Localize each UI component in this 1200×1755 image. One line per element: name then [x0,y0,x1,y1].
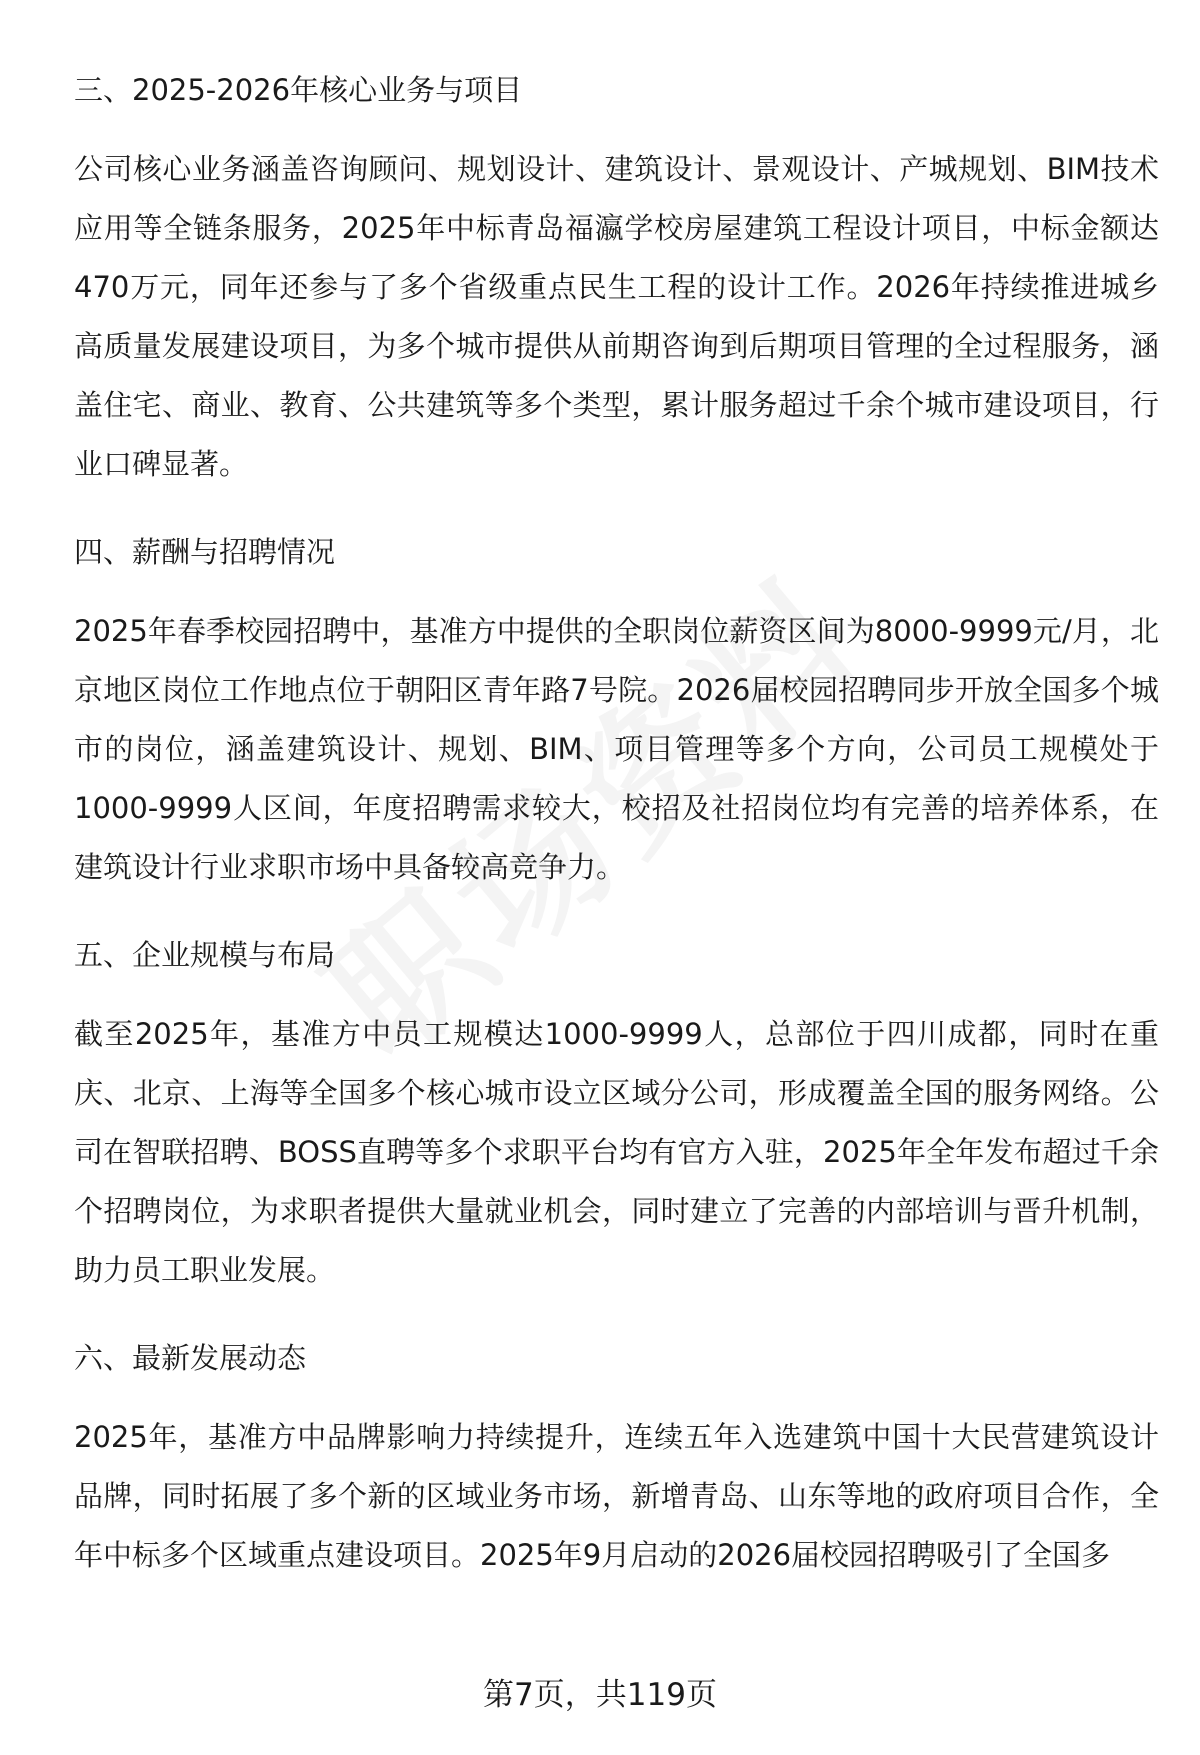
section-paragraph-6: 2025年，基准方中品牌影响力持续提升，连续五年入选建筑中国十大民营建筑设计品牌，同时拓展了多个新的区域业务市场，新增青岛、山东等地的政府项目合作，全年中标多个区域重点建设项目。2025年9月启动的2026届校园招聘吸引了全国多 [74,1420,1159,1572]
section-heading-3: 三、2025-2026年核心业务与项目 [74,73,523,107]
page-number: 第7页，共119页 [483,1677,717,1713]
section-paragraph-5: 截至2025年，基准方中员工规模达1000-9999人，总部位于四川成都，同时在重庆、北京、上海等全国多个核心城市设立区域分公司，形成覆盖全国的服务网络。公司在智联招聘、BOSS直聘等多个求职平台均有官方入驻，2025年全年发布超过千余个招聘岗位，为求职者提供大量就业机会，同时建立了完善的内部培训与晋升机制，助力员工职业发展。 [74,1017,1159,1287]
section-paragraph-4: 2025年春季校园招聘中，基准方中提供的全职岗位薪资区间为8000-9999元/月，北京地区岗位工作地点位于朝阳区青年路7号院。2026届校园招聘同步开放全国多个城市的岗位，涵盖建筑设计、规划、BIM、项目管理等多个方向，公司员工规模处于1000-9999人区间，年度招聘需求较大，校招及社招岗位均有完善的培养体系，在建筑设计行业求职市场中具备较高竞争力。 [74,614,1159,884]
section-heading-5: 五、企业规模与布局 [74,938,336,972]
section-heading-4: 四、薪酬与招聘情况 [74,535,336,569]
document-body [74,62,1159,1615]
section-heading-6: 六、最新发展动态 [74,1341,307,1375]
section-paragraph-3: 公司核心业务涵盖咨询顾问、规划设计、建筑设计、景观设计、产城规划、BIM技术应用等全链条服务，2025年中标青岛福瀛学校房屋建筑工程设计项目，中标金额达470万元，同年还参与了多个省级重点民生工程的设计工作。2026年持续推进城乡高质量发展建设项目，为多个城市提供从前期咨询到后期项目管理的全过程服务，涵盖住宅、商业、教育、公共建筑等多个类型，累计服务超过千余个城市建设项目，行业口碑显著。 [74,152,1159,481]
